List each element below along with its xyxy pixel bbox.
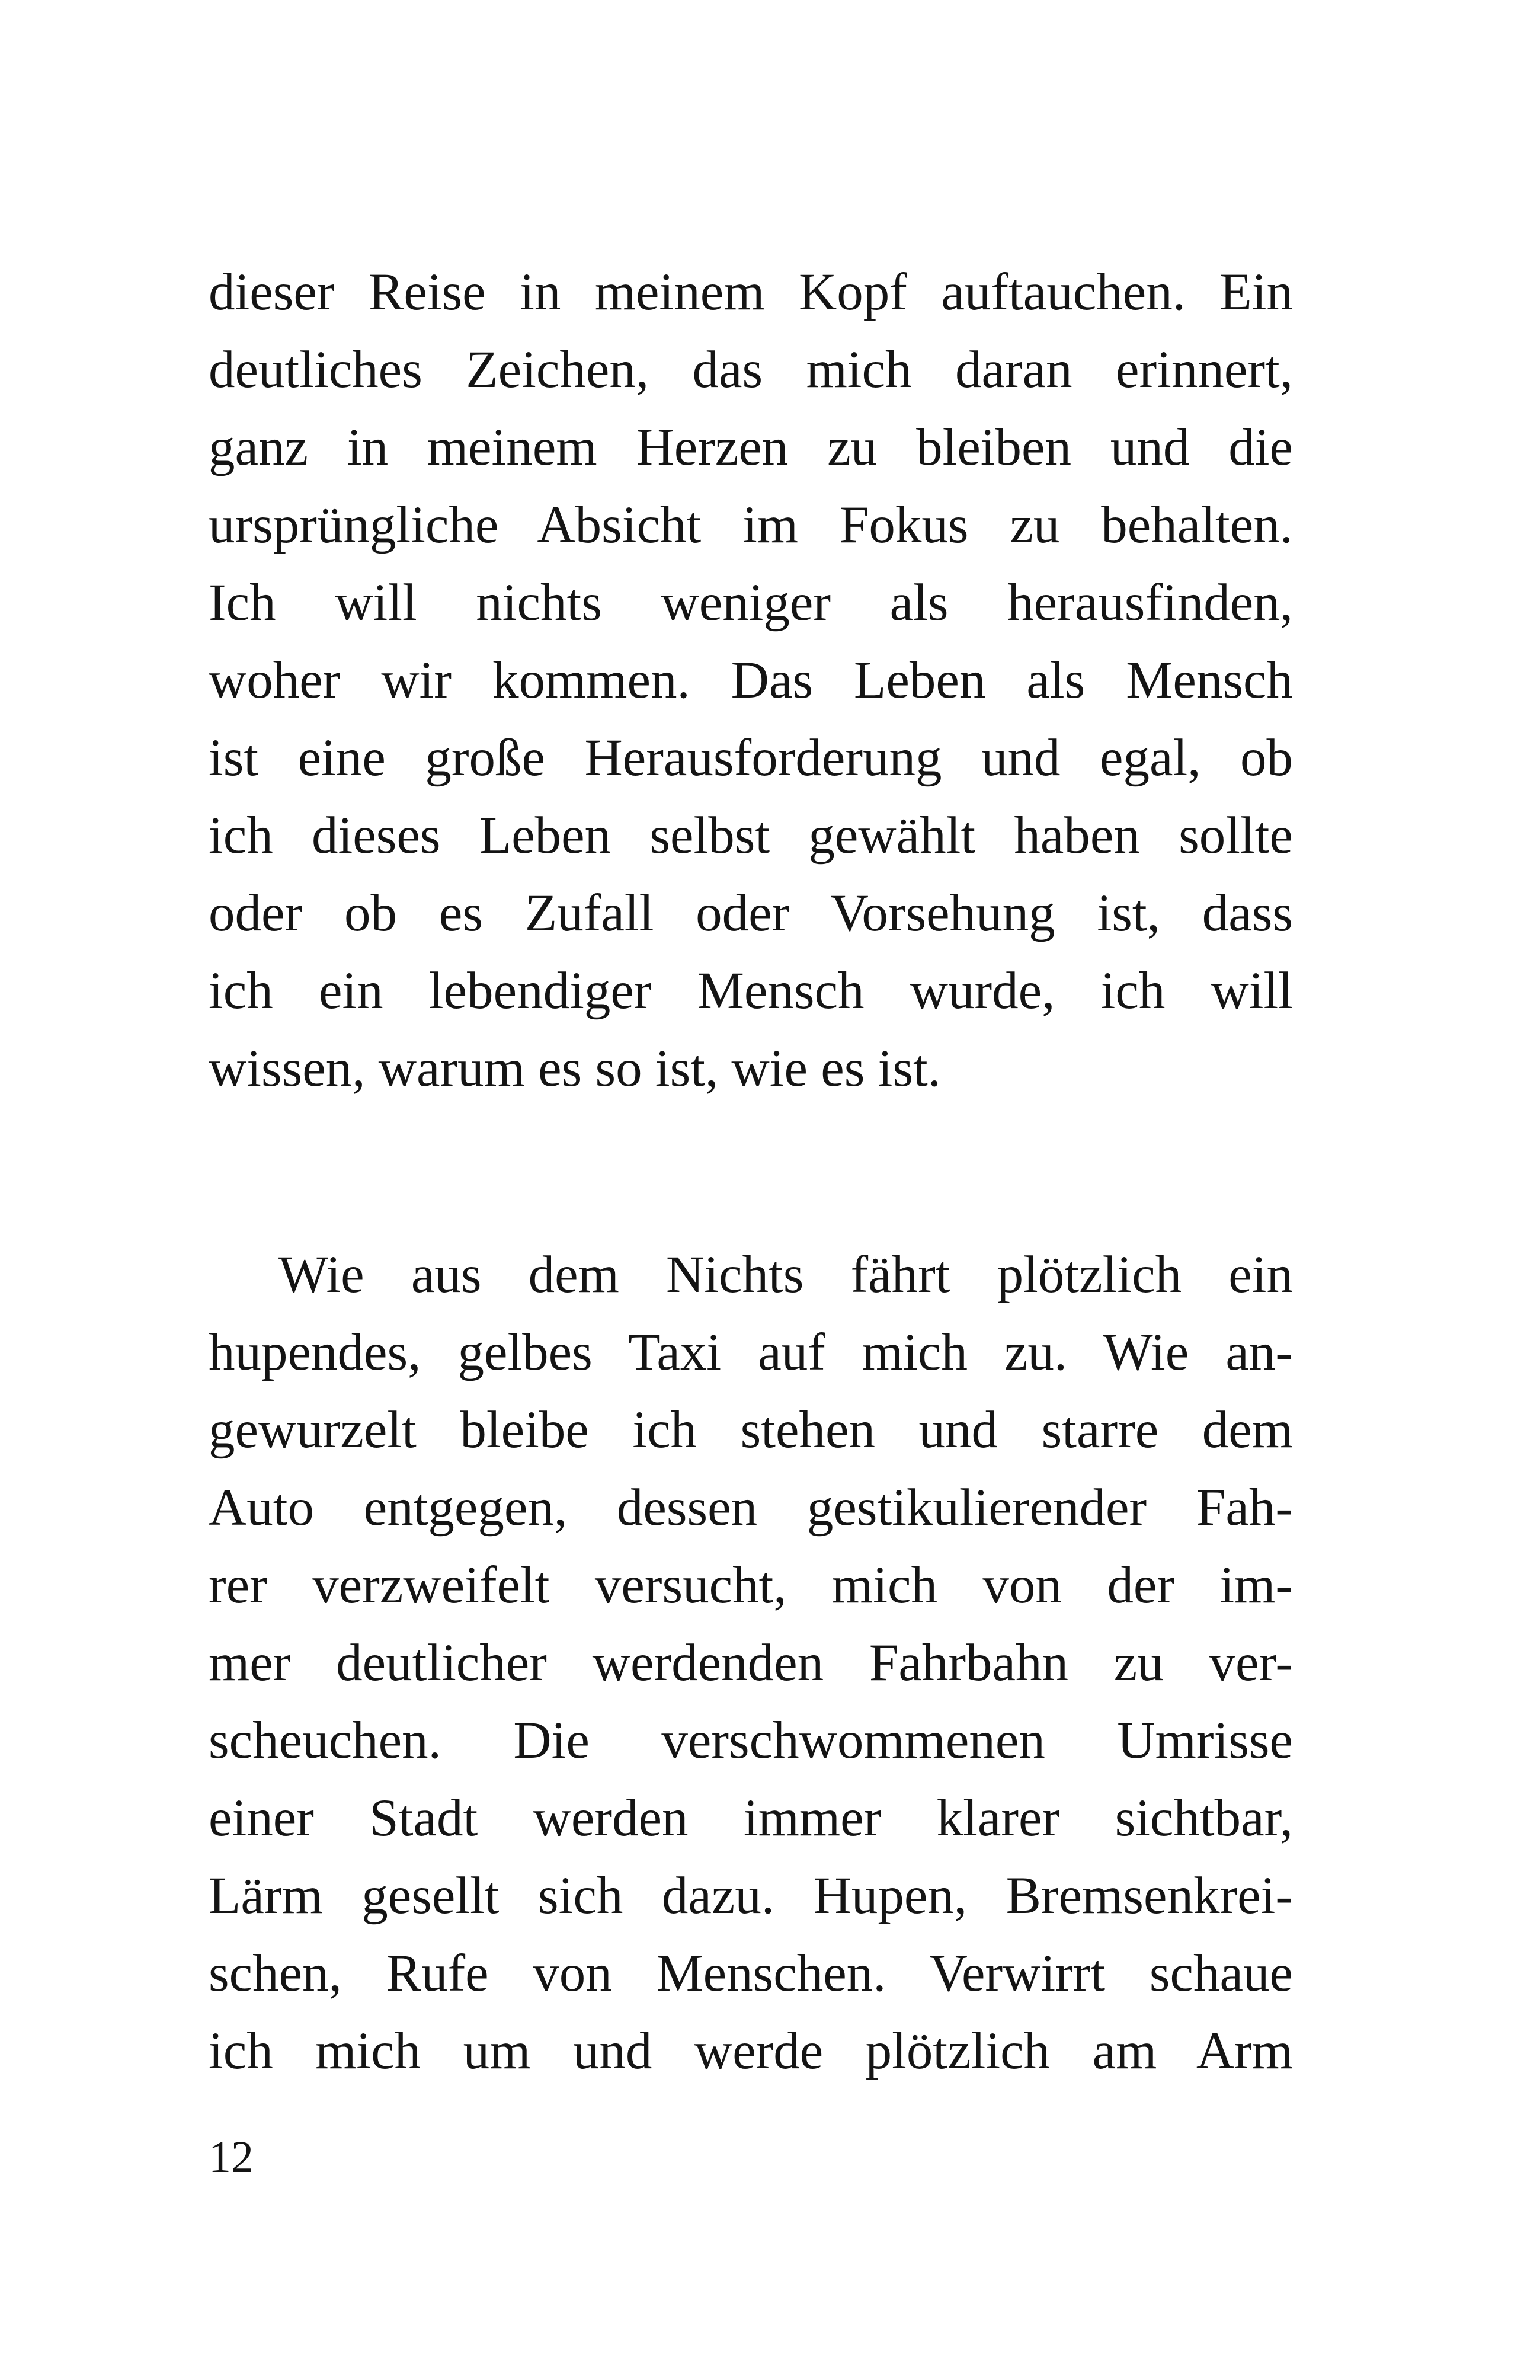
text-line: deutliches Zeichen, das mich daran erinnert, bbox=[209, 341, 1293, 399]
text-line: Wie aus dem Nichts fährt plötzlich ein bbox=[278, 1246, 1293, 1304]
paragraph-2 bbox=[209, 1236, 1293, 2090]
text-line: einer Stadt werden immer klarer sichtbar, bbox=[209, 1789, 1293, 1847]
text-line: Auto entgegen, dessen gestikulierender Fah- bbox=[209, 1479, 1293, 1537]
text-line: hupendes, gelbes Taxi auf mich zu. Wie an- bbox=[209, 1323, 1293, 1381]
text-line: ich mich um und werde plötzlich am Arm bbox=[209, 2022, 1293, 2080]
text-line: Lärm gesellt sich dazu. Hupen, Bremsenkrei- bbox=[209, 1867, 1293, 1925]
text-line: oder ob es Zufall oder Vorsehung ist, dass bbox=[209, 884, 1293, 942]
text-line: ganz in meinem Herzen zu bleiben und die bbox=[209, 418, 1293, 476]
text-line: Ich will nichts weniger als herausfinden, bbox=[209, 574, 1293, 632]
text-line: mer deutlicher werdenden Fahrbahn zu ver- bbox=[209, 1634, 1293, 1692]
text-line: dieser Reise in meinem Kopf auftauchen. Ein bbox=[209, 263, 1293, 321]
text-line: ich ein lebendiger Mensch wurde, ich will bbox=[209, 962, 1293, 1020]
text-line: gewurzelt bleibe ich stehen und starre dem bbox=[209, 1401, 1293, 1459]
text-line: ist eine große Herausforderung und egal, ob bbox=[209, 729, 1293, 787]
paragraph-1 bbox=[209, 254, 1293, 1108]
text-line: rer verzweifelt versucht, mich von der im- bbox=[209, 1556, 1293, 1614]
page-number: 12 bbox=[209, 2132, 254, 2182]
text-line: schen, Rufe von Menschen. Verwirrt schaue bbox=[209, 1944, 1293, 2002]
text-line: wissen, warum es so ist, wie es ist. bbox=[209, 1039, 942, 1098]
text-line: woher wir kommen. Das Leben als Mensch bbox=[209, 651, 1293, 709]
text-line: ursprüngliche Absicht im Fokus zu behalten. bbox=[209, 496, 1293, 554]
text-line: ich dieses Leben selbst gewählt haben sollte bbox=[209, 807, 1293, 865]
text-line: scheuchen. Die verschwommenen Umrisse bbox=[209, 1712, 1293, 1770]
